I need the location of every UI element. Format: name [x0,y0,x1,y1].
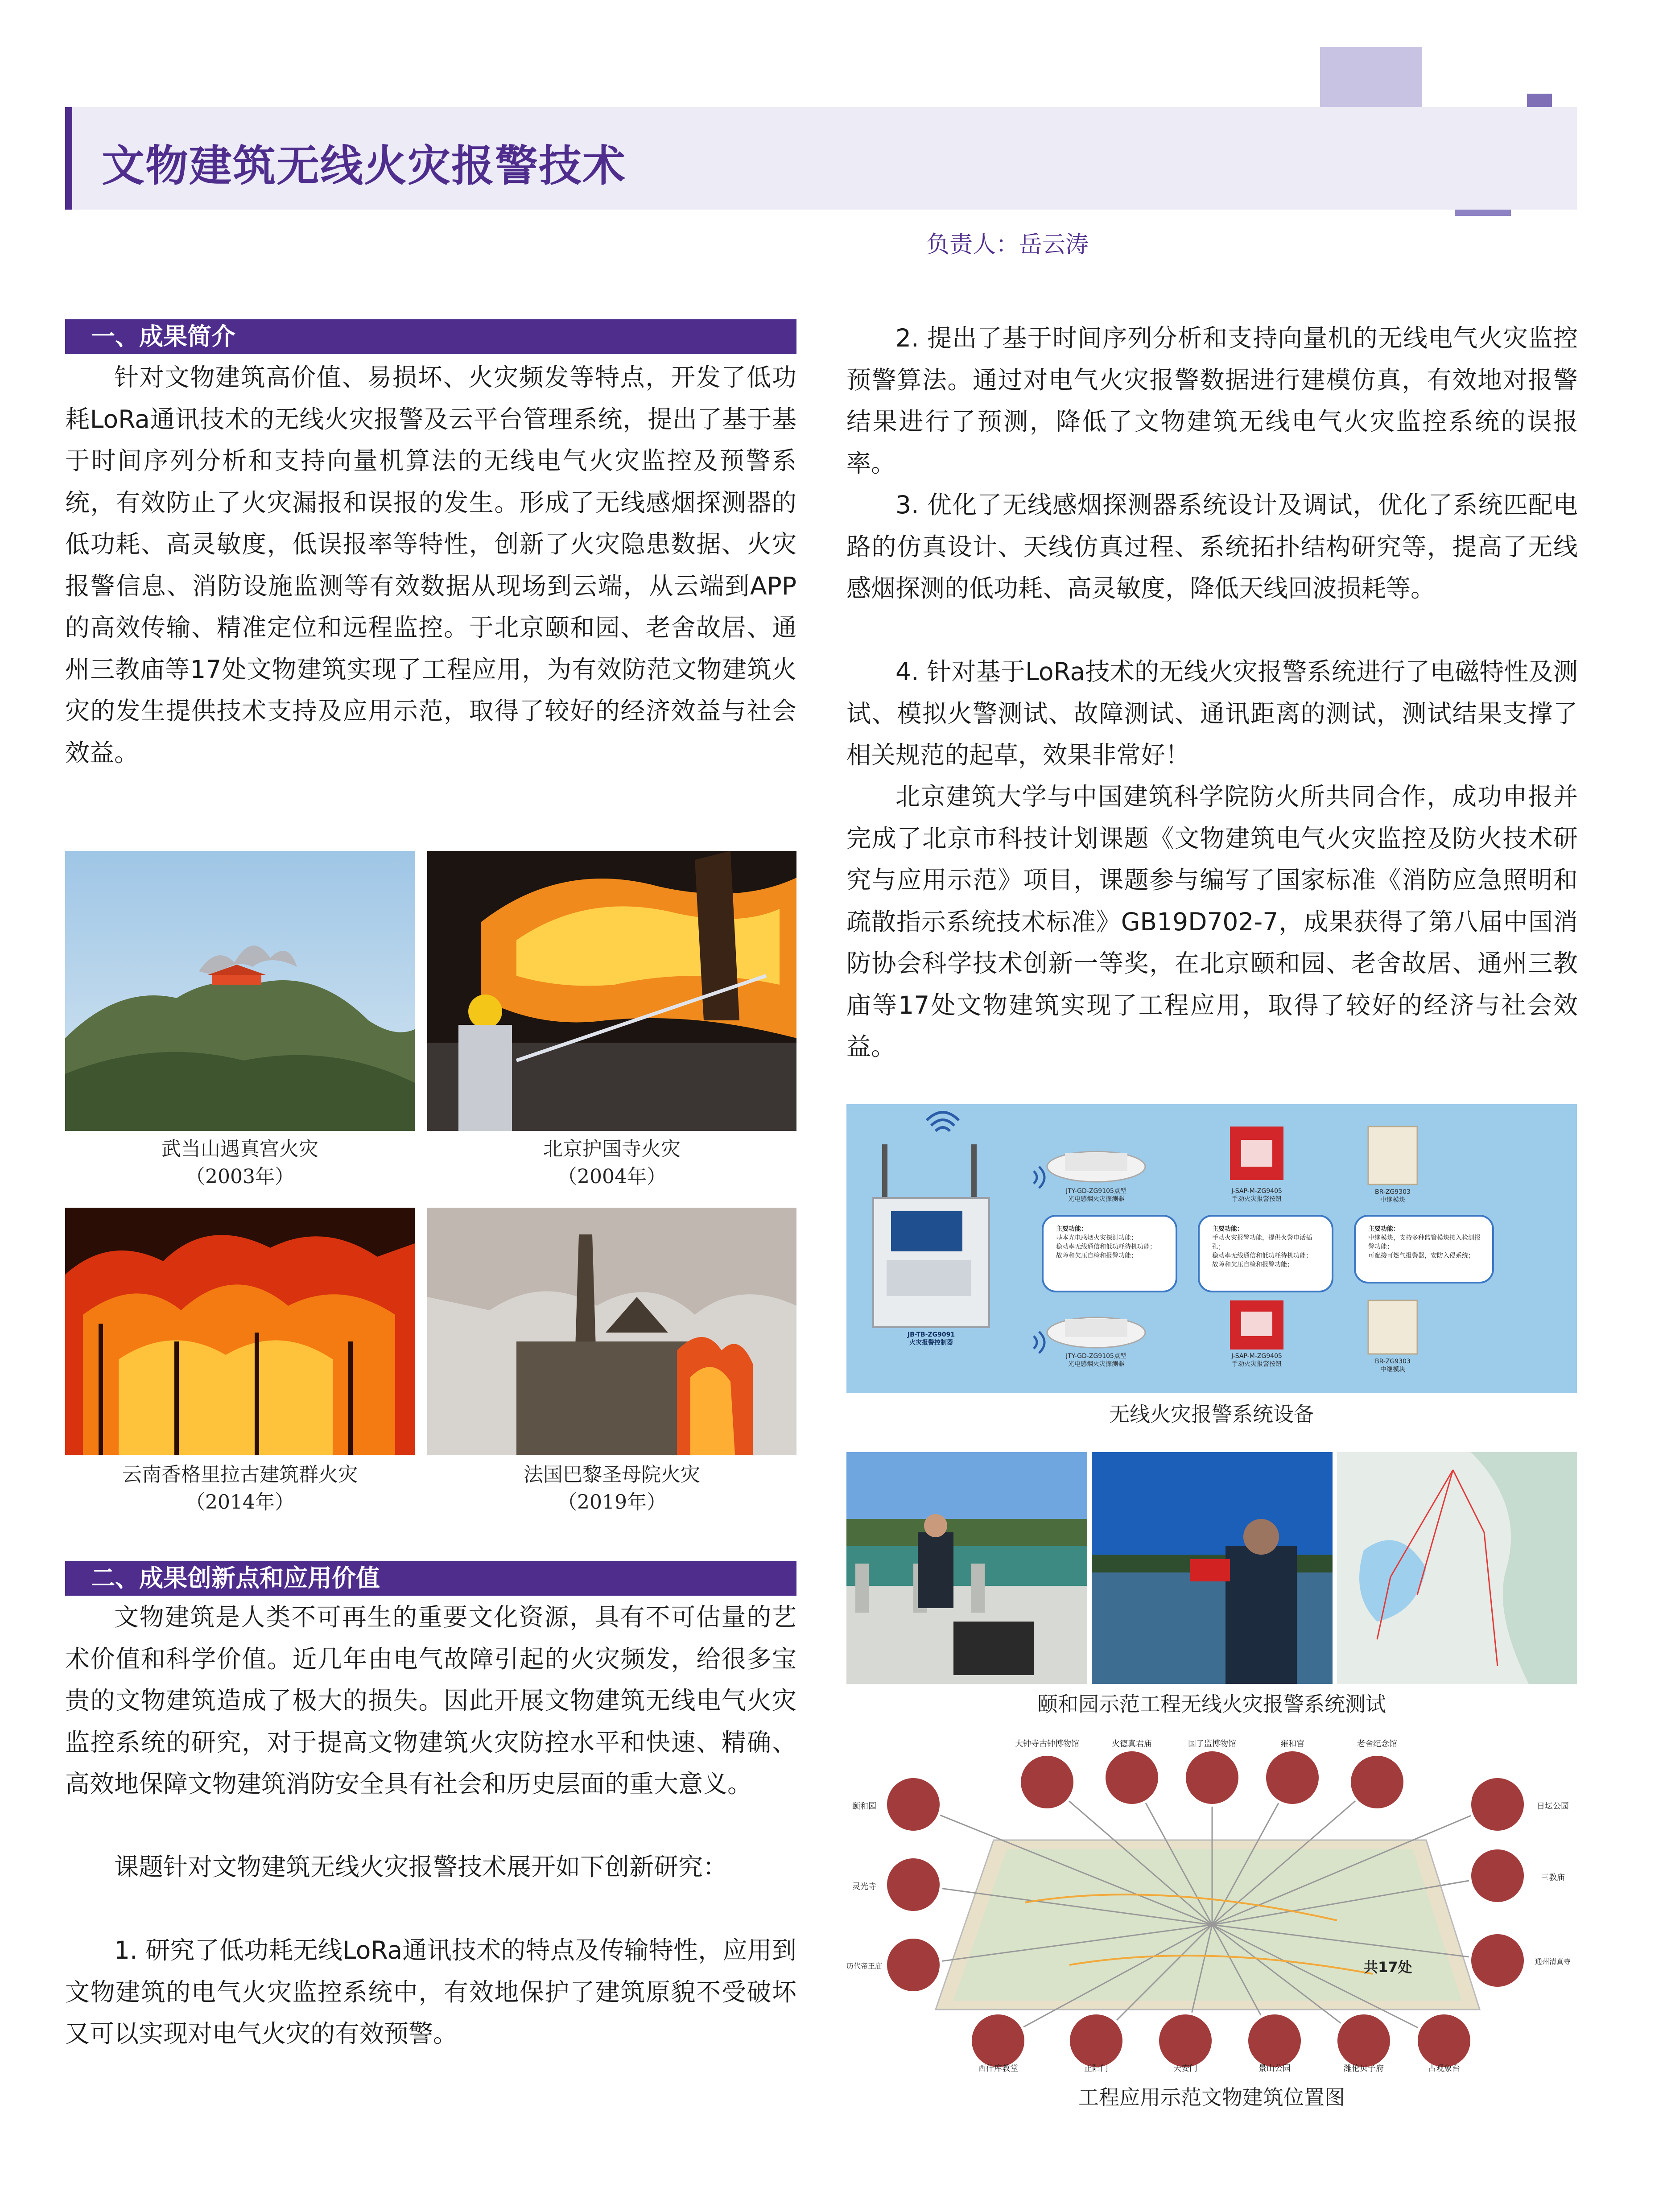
device-model-1-lower: JTY-GD-ZG9105点型 光电感烟火灾探测器 [1066,1353,1126,1368]
photo2-caption-name: 北京护国寺火灾 [543,1138,681,1160]
site-label-10: 历代帝王庙 [846,1962,883,1970]
test-photo-lake [846,1452,1087,1684]
site-map-graphics [846,1733,1577,2072]
site-label-3: 国子监博物馆 [1188,1739,1236,1749]
photo1-caption [65,1135,415,1191]
author-line: 负责人：岳云涛 [926,231,1089,258]
site-label-9: 三教庙 [1541,1873,1565,1882]
device-figure [846,1104,1577,1393]
site-label-2: 火德真君庙 [1112,1739,1152,1749]
function-box-2-text: 手动火灾报警功能，提供火警电话插孔； 稳动率无线通信和低功耗待机功能； 故障和欠压自检和报警功能； [1212,1234,1312,1268]
photo-shangrila-fire [65,1208,415,1455]
device-figure-caption: 无线火灾报警系统设备 [1109,1402,1314,1426]
function-box-1-text: 基本光电感烟火灾探测功能； 稳动率无线通信和低功耗待机功能； 故障和欠压自检和报警功能； [1056,1234,1156,1259]
function-box-1 [1056,1225,1168,1260]
photo4-caption-name: 法国巴黎圣母院火灾 [524,1463,700,1486]
test-map [1337,1452,1577,1684]
photo3-caption [65,1461,415,1516]
right-paragraph1: 2. 提出了基于时间序列分析和支持向量机的无线电气火灾监控预警算法。通过对电气火灾报警数据进行建模仿真，有效地对报警结果进行了预测，降低了文物建筑无线电气火灾监控系统的误报率。 [846,324,1578,478]
photo2-caption [427,1135,796,1191]
site-label-6: 颐和园 [852,1802,876,1811]
section2-paragraph3: 1. 研究了低功耗无线LoRa通讯技术的特点及传输特性，应用到文物建筑的电气火灾监控系统中，有效地保护了建筑原貌不受破坏又可以实现对电气火灾的有效预警。 [65,1936,796,2048]
section1-heading: 一、成果简介 [65,319,796,354]
right-paragraph4: 北京建筑大学与中国建筑科学院防火所共同合作，成功申报并完成了北京市科技计划课题《文物建筑电气火灾监控及防火技术研究与应用示范》项目，课题参与编写了国家标准《消防应急照明和疏散指示系统技术标准》GB19D702-7，成果获得了第八届中国消防协会科学技术创新一等奖，在北京颐和园、老舍故居、通州三教庙等17处文物建筑实现了工程应用，取得了较好的经济与社会效益。 [846,782,1578,1061]
site-map-caption: 工程应用示范文物建筑位置图 [1078,2085,1345,2109]
site-label-5: 老舍纪念馆 [1357,1739,1397,1749]
wifi-icon [927,1112,959,1131]
right-paragraph2: 3. 优化了无线感烟探测器系统设计及调试，优化了系统匹配电路的仿真设计、天线仿真过程、系统拓扑结构研究等，提高了无线感烟探测的低功耗、高灵敏度，降低天线回波损耗等。 [846,491,1578,603]
site-label-17: 古观象台 [1428,2064,1460,2073]
photo2-caption-year: （2004年） [557,1165,666,1188]
photo4-caption-year: （2019年） [557,1491,666,1514]
device-model-1: JTY-GD-ZG9105点型 光电感烟火灾探测器 [1066,1188,1126,1203]
site-label-4: 雍和宫 [1280,1739,1304,1749]
device-model-3-lower: BR-ZG9303 中继模块 [1375,1358,1411,1373]
right-paragraph3: 4. 针对基于LoRa技术的无线火灾报警系统进行了电磁特性及测试、模拟火警测试、故障测试、通讯距离的测试，测试结果支撑了相关规范的起草，效果非常好！ [846,657,1578,769]
site-label-14: 天安门 [1173,2064,1197,2073]
device-model-3: BR-ZG9303 中继模块 [1375,1189,1411,1204]
photo1-caption-year: （2003年） [186,1165,294,1188]
site-label-7: 日坛公园 [1537,1802,1569,1811]
site-label-11: 通州清真寺 [1535,1957,1571,1966]
site-map-figure [846,1733,1577,2072]
photo4-caption [427,1461,796,1516]
section2-heading: 二、成果创新点和应用价值 [65,1561,796,1596]
test-photo-operator [1092,1452,1333,1684]
test-figure-caption: 颐和园示范工程无线火灾报警系统测试 [1037,1692,1386,1716]
site-label-1: 大钟寺古钟博物馆 [1015,1739,1079,1749]
site-label-8: 灵光寺 [852,1882,876,1891]
photo-huguo-fire [427,851,796,1131]
site-label-13: 正阳门 [1084,2064,1108,2073]
page-title: 文物建筑无线火灾报警技术 [102,141,626,191]
site-label-16: 潍伦贝子府 [1344,2064,1384,2073]
controller-label: JB-TB-ZG9091 火灾报警控制器 [907,1331,955,1346]
photo-wudang-fire [65,851,415,1131]
function-box-3-text: 中继模块，支持多种监管模块接入检测报警功能； 可配接可燃气报警器，安防入侵系统； [1368,1234,1481,1259]
map-count-label: 共17处 [1364,1959,1412,1976]
function-box-1-title: 主要功能： [1056,1226,1087,1233]
relay-module-bottom [1368,1300,1417,1354]
function-box-2 [1212,1225,1324,1269]
site-label-12: 西什库教堂 [978,2064,1018,2073]
device-model-2: J-SAP-M-ZG9405 手动火灾报警按钮 [1231,1188,1282,1203]
section2-paragraph2: 课题针对文物建筑无线火灾报警技术展开如下创新研究： [114,1853,728,1881]
photo-notredame-fire [427,1208,796,1455]
photo3-caption-year: （2014年） [186,1491,294,1514]
photo3-caption-name: 云南香格里拉古建筑群火灾 [122,1463,358,1486]
relay-module-top [1368,1127,1417,1184]
section1-paragraph: 针对文物建筑高价值、易损坏、火灾频发等特点，开发了低功耗LoRa通讯技术的无线火灾报警及云平台管理系统，提出了基于基于时间序列分析和支持向量机算法的无线电气火灾监控及预警系统，有效防止了火灾漏报和误报的发生。形成了无线感烟探测器的低功耗、高灵敏度，低误报率等特性，创新了火灾隐患数据、火灾报警信息、消防设施监测等有效数据从现场到云端，从云端到APP的高效传输、精准定位和远程监控。于北京颐和园、老舍故居、通州三教庙等17处文物建筑实现了工程应用，为有效防范文物建筑火灾的发生提供技术支持及应用示范，取得了较好的经济效益与社会效益。 [65,363,796,767]
function-box-3-title: 主要功能： [1368,1226,1399,1233]
function-box-3 [1368,1225,1484,1260]
photo1-caption-name: 武当山遇真宫火灾 [161,1138,318,1160]
site-label-15: 景山公园 [1259,2064,1291,2073]
section2-paragraph1: 文物建筑是人类不可再生的重要文化资源，具有不可估量的艺术价值和科学价值。近几年由电气故障引起的火灾频发，给很多宝贵的文物建筑造成了极大的损失。因此开展文物建筑无线电气火灾监控系统的研究，对于提高文物建筑火灾防控水平和快速、精确、高效地保障文物建筑消防安全具有社会和历史层面的重大意义。 [65,1603,796,1798]
title-accent-bar [65,107,72,210]
device-model-2-lower: J-SAP-M-ZG9405 手动火灾报警按钮 [1231,1353,1282,1368]
function-box-2-title: 主要功能： [1212,1226,1243,1233]
